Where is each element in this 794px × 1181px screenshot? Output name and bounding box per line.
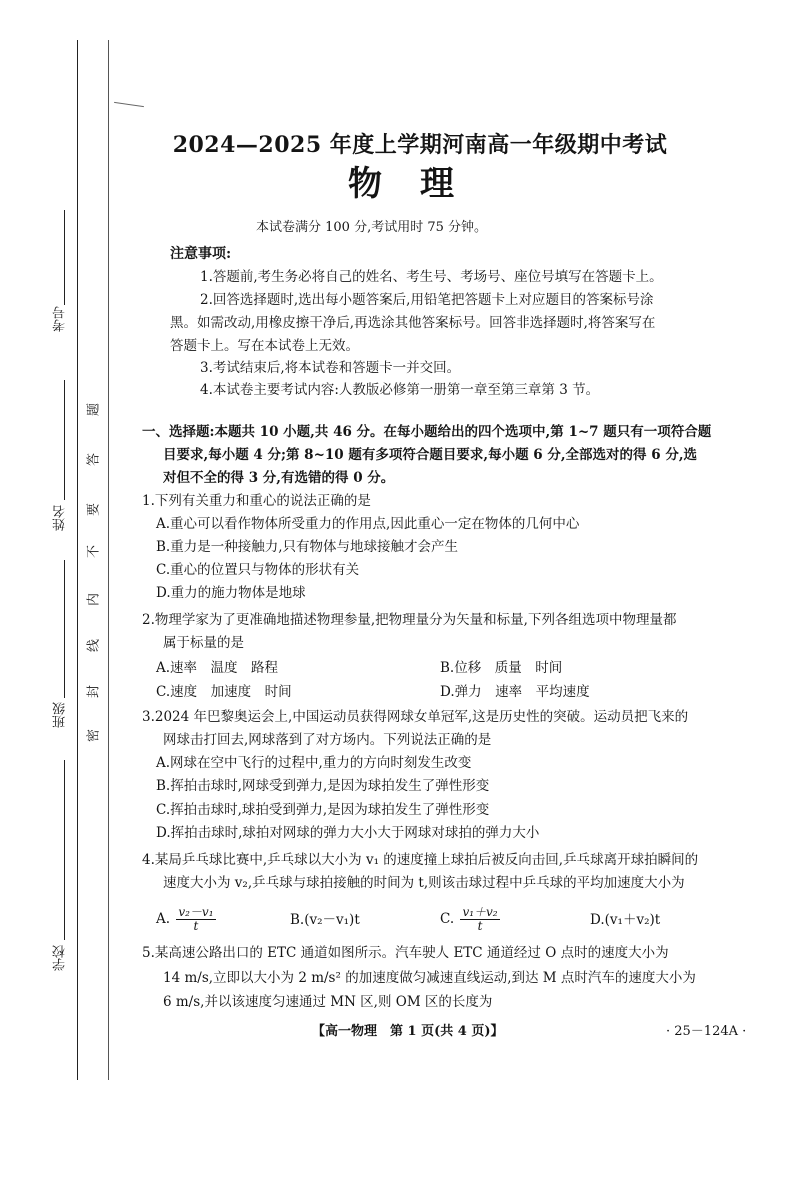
q3-stem: 3.2024 年巴黎奥运会上,中国运动员获得网球女单冠军,这是历史性的突破。运动员把飞来的 [142,709,689,725]
section-instructions: 一、选择题:本题共 10 小题,共 46 分。在每小题给出的四个选项中,第 1~7 题只有一项符合题 [142,424,712,440]
q4-option-a-fraction [176,906,215,933]
q4-stem: 速度大小为 v₂,乒乓球与球拍接触的时间为 t,则该击球过程中乒乓球的平均加速度大小为 [163,875,685,891]
banji-blank [64,560,65,698]
q1-option-d: D.重力的施力物体是地球 [156,585,306,601]
seal-char: 不 [86,545,102,559]
q5-stem: 5.某高速公路出口的 ETC 通道如图所示。汽车驶人 ETC 通道经过 O 点时的速度大小为 [142,945,669,961]
q2-stem: 属于标量的是 [163,635,244,651]
q4-option-a-label: A. [156,911,171,927]
q1-option-a: A.重心可以看作物体所受重力的作用点,因此重心一定在物体的几何中心 [156,516,580,532]
q2-option-d: D.弹力 速率 平均速度 [440,684,590,700]
xingming-blank [64,380,65,500]
xuexiao-blank [64,760,65,940]
fraction-denominator: t [193,919,199,933]
q1-stem: 1.下列有关重力和重心的说法正确的是 [142,493,371,509]
exam-title: 2024—2025 年度上学期河南高一年级期中考试 [172,132,668,158]
xingming-label: 姓名 [53,505,68,531]
seal-char: 封 [86,685,102,699]
q4-option-c-label: C. [440,911,455,927]
q4-option-b: B.(v₂－v₁)t [290,912,360,928]
q2-option-a: A.速率 温度 路程 [156,660,279,676]
fraction-numerator: v₂－v₁ [178,905,214,919]
notes-item: 2.回答选择题时,选出每小题答案后,用铅笔把答题卡上对应题目的答案标号涂 [200,292,654,308]
q1-option-c: C.重心的位置只与物体的形状有关 [156,562,360,578]
notes-item: 1.答题前,考生务必将自己的姓名、考生号、考场号、座位号填写在答题卡上。 [200,269,663,285]
kaohao-blank [64,210,65,305]
kaohao-label: 考号 [53,306,68,332]
xuexiao-label: 学校 [53,945,68,971]
notes-item: 4.本试卷主要考试内容:人教版必修第一册第一章至第三章第 3 节。 [200,382,600,398]
exam-subject: 物理 [348,164,492,204]
notes-item: 答题卡上。写在本试卷上无效。 [170,338,359,354]
exam-meta: 本试卷满分 100 分,考试用时 75 分钟。 [256,220,488,235]
q2-option-c: C.速度 加速度 时间 [156,684,292,700]
q5-stem: 14 m/s,立即以大小为 2 m/s² 的加速度做匀减速直线运动,到达 M 点时汽车的速度大小为 [163,970,696,986]
q5-stem: 6 m/s,并以该速度匀速通过 MN 区,则 OM 区的长度为 [163,994,493,1010]
q2-option-b: B.位移 质量 时间 [440,660,563,676]
notes-item: 黑。如需改动,用橡皮擦干净后,再选涂其他答案标号。回答非选择题时,将答案写在 [170,315,656,331]
q1-option-b: B.重力是一种接触力,只有物体与地球接触才会产生 [156,539,459,555]
paper-code: · 25－124A · [666,1024,747,1039]
q2-stem: 2.物理学家为了更准确地描述物理参量,把物理量分为矢量和标量,下列各组选项中物理量都 [142,612,677,628]
seal-char: 答 [86,453,102,467]
margin-line-outer [77,40,78,1080]
section-instructions: 对但不全的得 3 分,有选错的得 0 分。 [163,470,395,486]
q3-option-b: B.挥拍击球时,网球受到弹力,是因为球拍发生了弹性形变 [156,778,490,794]
q4-option-d: D.(v₁＋v₂)t [590,912,661,928]
page-footer: 【高一物理 第 1 页(共 4 页)】 [312,1024,504,1039]
notes-item: 3.考试结束后,将本试卷和答题卡一并交回。 [200,360,461,376]
section-instructions: 目要求,每小题 4 分;第 8~10 题有多项符合题目要求,每小题 6 分,全部选对的得 6 分,选 [163,447,698,463]
notes-heading: 注意事项: [170,246,232,262]
seal-char: 要 [86,503,102,517]
seal-char: 题 [86,403,102,417]
q4-option-a [156,905,218,933]
q3-stem: 网球击打回去,网球落到了对方场内。下列说法正确的是 [163,732,492,748]
margin-line-inner [108,40,109,1080]
seal-char: 内 [86,593,102,607]
q4-option-c [440,905,502,933]
margin-stub [114,102,144,107]
fraction-numerator: v₁＋v₂ [462,905,498,919]
q3-option-d: D.挥拍击球时,球拍对网球的弹力大小大于网球对球拍的弹力大小 [156,825,540,841]
q3-option-a: A.网球在空中飞行的过程中,重力的方向时刻发生改变 [156,755,472,771]
fraction-denominator: t [477,919,483,933]
q4-stem: 4.某局乒乓球比赛中,乒乓球以大小为 v₁ 的速度撞上球拍后被反向击回,乒乓球离开球拍瞬间的 [142,852,699,868]
seal-char: 线 [86,639,102,653]
seal-char: 密 [86,729,102,743]
banji-label: 班级 [53,702,68,728]
q4-option-c-fraction [460,906,499,933]
q3-option-c: C.挥拍击球时,球拍受到弹力,是因为球拍发生了弹性形变 [156,802,490,818]
